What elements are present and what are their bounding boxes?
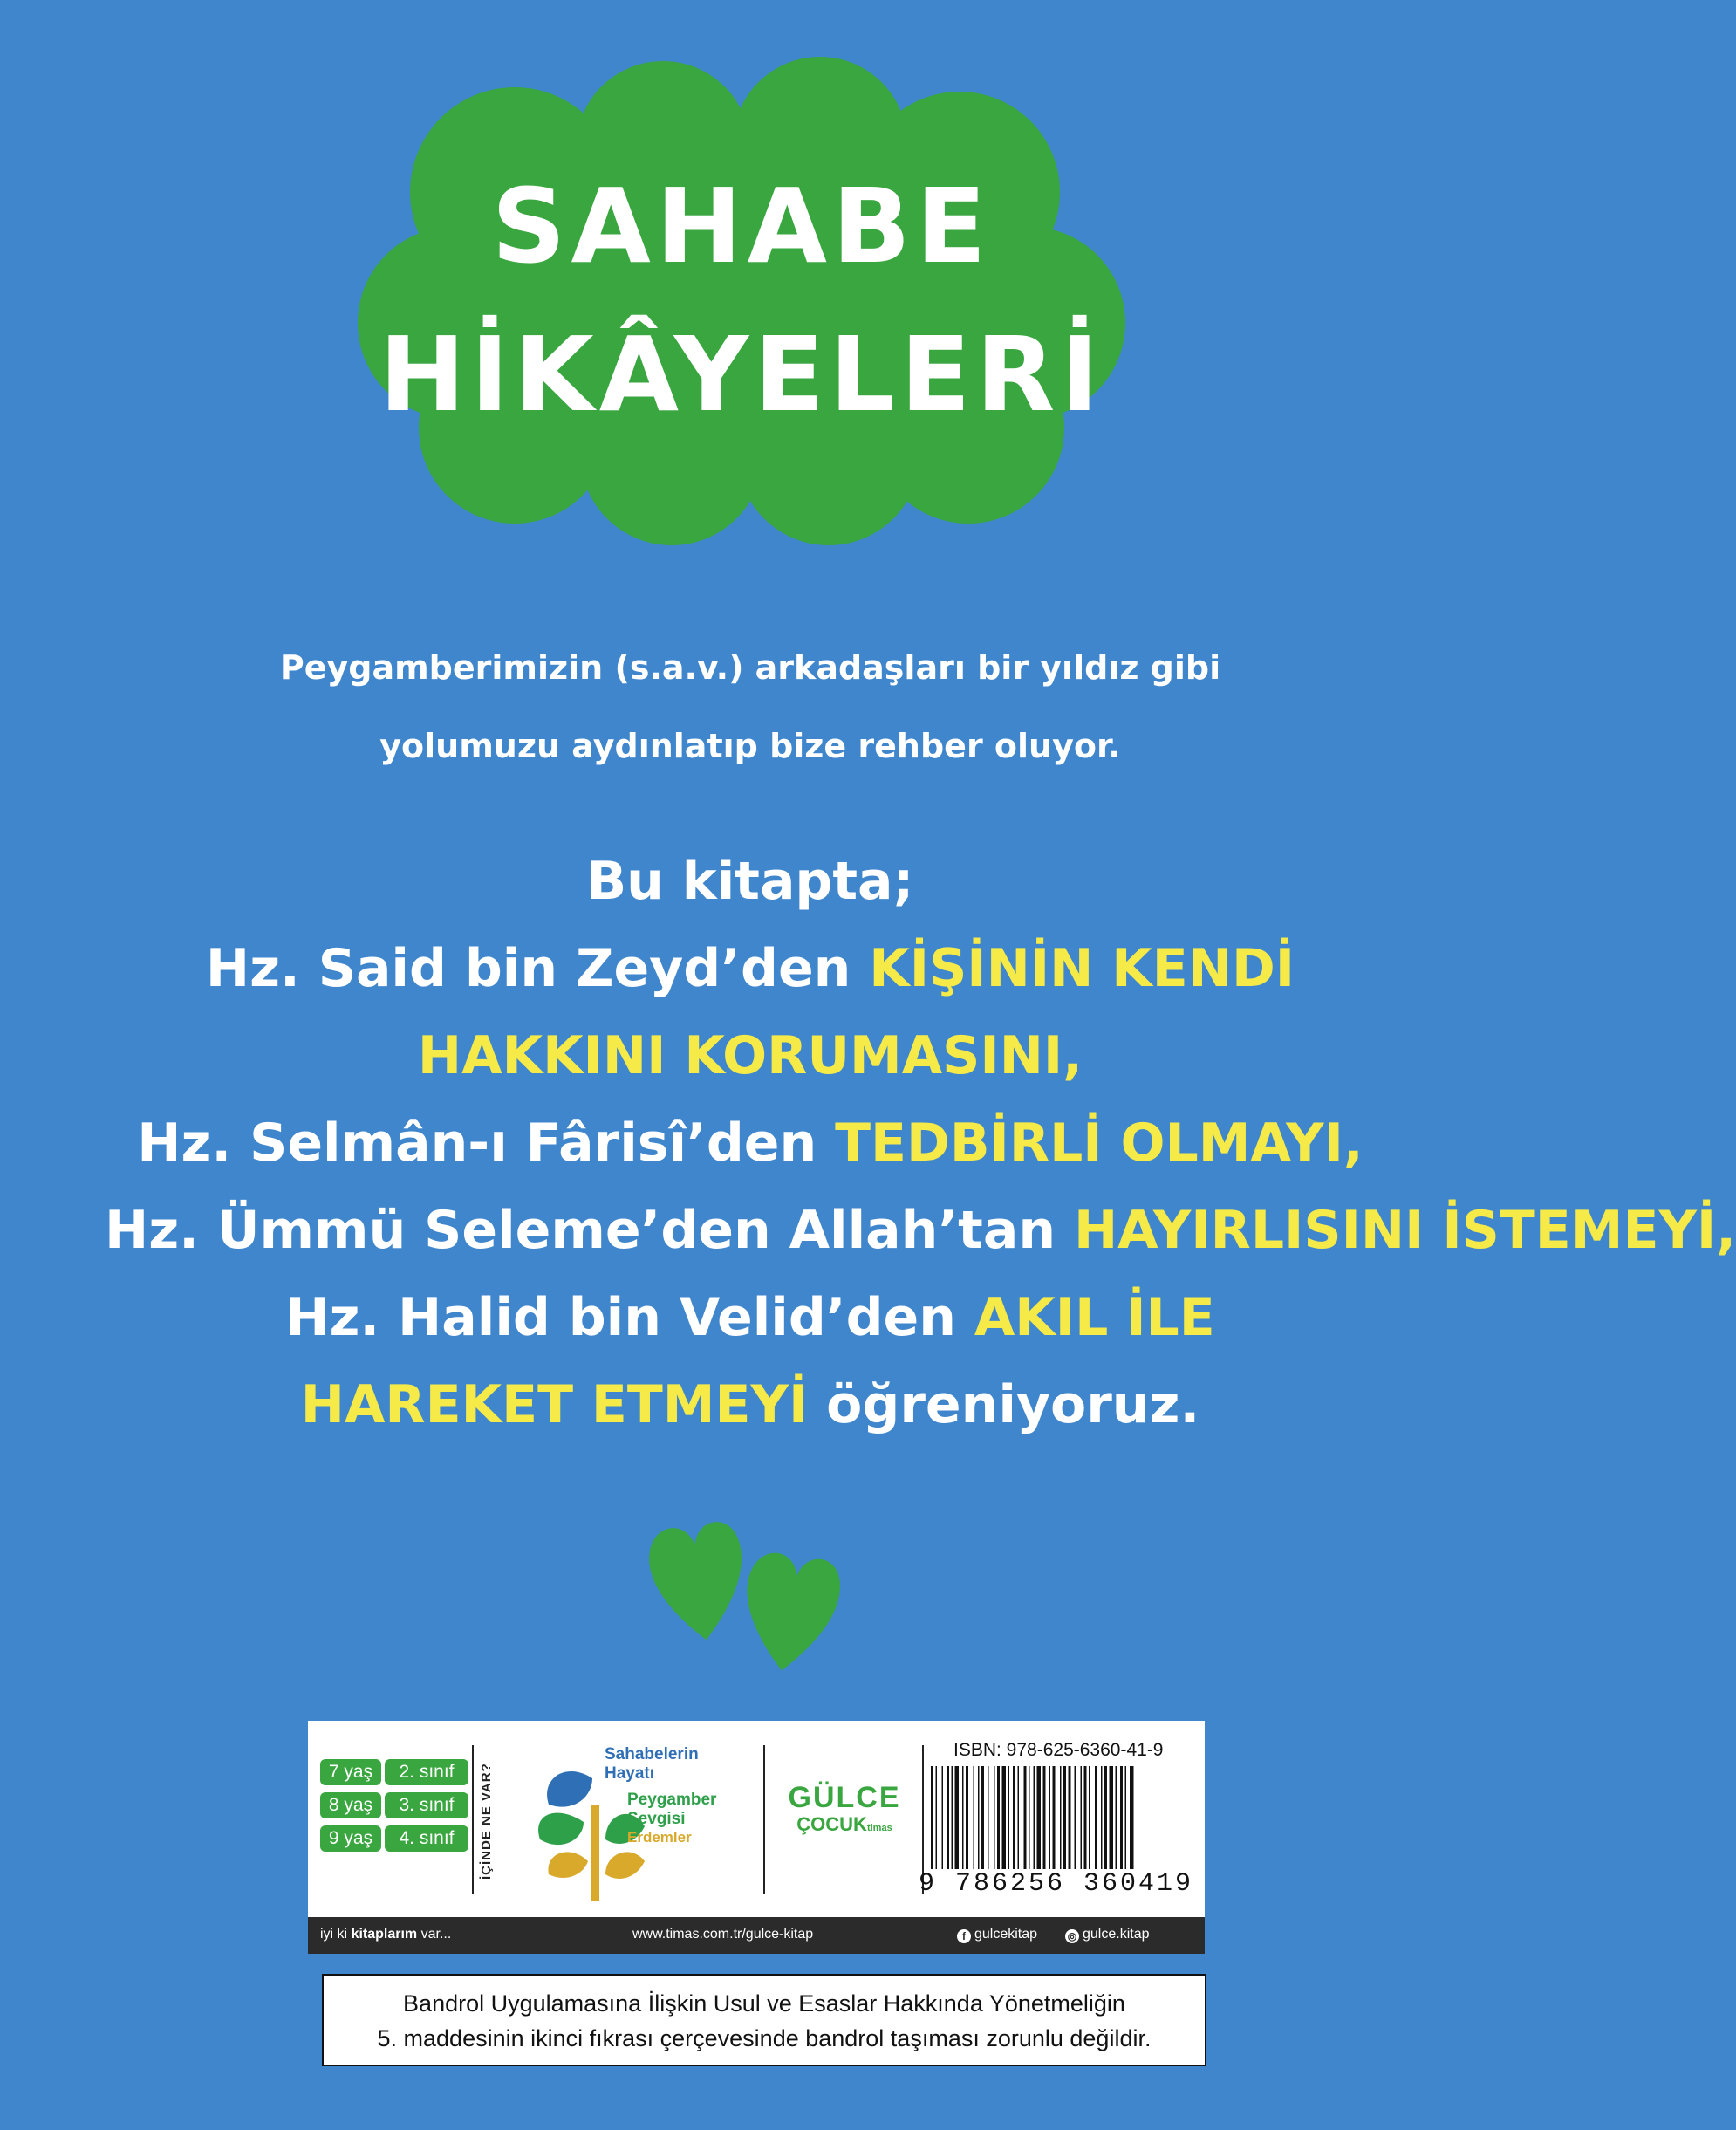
legal-line-2: 5. maddesinin ikinci fıkrası çerçevesinde bandrol taşıması zorunlu değildir. xyxy=(377,2025,1152,2051)
barcode-bar xyxy=(1034,1766,1035,1869)
contents-label: İÇİNDE NE VAR? xyxy=(479,1763,494,1880)
lesson-6-closing: öğreniyoruz. xyxy=(808,1374,1200,1435)
lesson-line-4 xyxy=(105,1187,1736,1274)
divider xyxy=(763,1745,765,1894)
age-row xyxy=(320,1759,470,1785)
facebook-handle-text: gulcekitap xyxy=(974,1927,1038,1942)
barcode-bar xyxy=(942,1766,944,1869)
barcode-bar xyxy=(931,1766,933,1869)
barcode-bar xyxy=(1095,1766,1097,1869)
website-link[interactable]: www.timas.com.tr/gulce-kitap xyxy=(632,1927,814,1942)
instagram-handle[interactable] xyxy=(1065,1927,1150,1943)
age-grade-grid xyxy=(320,1759,470,1859)
age-cell: 7 yaş xyxy=(320,1759,381,1785)
barcode-bar xyxy=(1125,1766,1127,1869)
lesson-2-highlight: HAKKINI KORUMASINI, xyxy=(417,1025,1083,1086)
barcode-bar xyxy=(1089,1766,1090,1869)
footer-tagline xyxy=(320,1927,451,1942)
barcode-bar xyxy=(1075,1766,1076,1869)
instagram-handle-text: gulce.kitap xyxy=(1083,1927,1150,1942)
barcode-bar xyxy=(1029,1766,1030,1869)
grade-cell: 4. sınıf xyxy=(385,1825,468,1852)
barcode-bar xyxy=(1002,1766,1007,1869)
lesson-4-source: Hz. Ümmü Seleme’den Allah’tan xyxy=(105,1200,1074,1261)
lesson-3-highlight: TEDBİRLİ OLMAYI, xyxy=(835,1113,1364,1174)
grade-cell: 3. sınıf xyxy=(385,1792,468,1818)
barcode-bar xyxy=(955,1766,960,1869)
barcode-bar xyxy=(1013,1766,1015,1869)
publisher-logo xyxy=(779,1782,910,1836)
publisher-subname: ÇOCUK xyxy=(796,1813,867,1835)
series-name-2: Peygamber Sevgisi xyxy=(627,1791,717,1828)
barcode-bar xyxy=(1053,1766,1056,1869)
publisher-name: GÜLCE xyxy=(788,1781,901,1814)
age-cell: 9 yaş xyxy=(320,1825,381,1852)
lessons-text xyxy=(105,838,1736,1449)
barcode-bar xyxy=(947,1766,949,1869)
age-row xyxy=(320,1792,470,1818)
barcode-bar xyxy=(1008,1766,1010,1869)
barcode-bar xyxy=(974,1766,975,1869)
lesson-4-highlight: HAYIRLISINI İSTEMEYİ, xyxy=(1073,1200,1736,1261)
barcode-bar xyxy=(1101,1766,1103,1869)
lesson-line-1 xyxy=(105,925,1396,1012)
legal-notice xyxy=(322,1974,1206,2066)
barcode-bar xyxy=(1110,1766,1114,1869)
title-cloud xyxy=(349,61,1134,550)
lesson-line-2 xyxy=(105,1012,1396,1099)
barcode-bar xyxy=(1018,1766,1020,1869)
lesson-5-source: Hz. Halid bin Velid’den xyxy=(285,1287,974,1348)
footer-tag-part-1: iyi ki xyxy=(320,1927,352,1942)
footer-strip xyxy=(308,1917,1205,1954)
lesson-3-source: Hz. Selmân-ı Fârisî’den xyxy=(137,1113,836,1174)
lesson-line-5 xyxy=(105,1274,1396,1361)
barcode-bar xyxy=(1063,1766,1066,1869)
isbn-text: ISBN: 978-625-6360-41-9 xyxy=(953,1740,1164,1760)
barcode-bar xyxy=(1069,1766,1071,1869)
barcode-bar xyxy=(1060,1766,1062,1869)
barcode-bar xyxy=(1049,1766,1051,1869)
divider xyxy=(472,1745,474,1894)
barcode-icon xyxy=(927,1766,1189,1871)
barcode-digits: 9 786256 360419 xyxy=(919,1869,1194,1899)
barcode-bar xyxy=(1130,1766,1134,1869)
lesson-line-3 xyxy=(105,1099,1396,1187)
barcode-bar xyxy=(1081,1766,1083,1869)
hearts-icon xyxy=(646,1492,855,1684)
barcode-bar xyxy=(997,1766,1000,1869)
series-name-3: Erdemler xyxy=(627,1829,692,1846)
age-cell: 8 yaş xyxy=(320,1792,381,1818)
barcode-bar xyxy=(1037,1766,1042,1869)
barcode-bar xyxy=(1043,1766,1046,1869)
barcode-bar xyxy=(962,1766,964,1869)
cloud-shape xyxy=(349,61,1134,550)
info-box xyxy=(308,1721,1205,1954)
instagram-icon: ◎ xyxy=(1065,1929,1079,1943)
barcode-bar xyxy=(1120,1766,1123,1869)
intro-text xyxy=(262,628,1239,785)
lesson-5-highlight: AKIL İLE xyxy=(974,1287,1215,1348)
grade-cell: 2. sınıf xyxy=(385,1759,468,1785)
intro-line-1: Peygamberimizin (s.a.v.) arkadaşları bir yıldız gibi xyxy=(279,648,1221,687)
title-line-1: SAHABE xyxy=(491,166,992,286)
lesson-6-highlight: HAREKET ETMEYİ xyxy=(300,1374,809,1435)
intro-line-2: yolumuzu aydınlatıp bize rehber oluyor. xyxy=(379,727,1121,765)
lesson-1-source: Hz. Said bin Zeyd’den xyxy=(205,938,870,999)
series-name-1: Sahabelerin Hayatı xyxy=(605,1745,699,1783)
title-line-2: HİKÂYELERİ xyxy=(379,314,1104,435)
barcode-bar xyxy=(981,1766,984,1869)
barcode-bar xyxy=(1104,1766,1107,1869)
publisher-group: timas xyxy=(866,1823,892,1833)
barcode-bar xyxy=(966,1766,968,1869)
barcode-bar xyxy=(1024,1766,1027,1869)
barcode-bar xyxy=(978,1766,980,1869)
age-row xyxy=(320,1825,470,1852)
legal-line-1: Bandrol Uygulamasına İlişkin Usul ve Esaslar Hakkında Yönetmeliğin xyxy=(403,1990,1125,2017)
barcode-bar xyxy=(952,1766,953,1869)
footer-tag-part-2: kitaplarım xyxy=(351,1927,418,1942)
lesson-line-6 xyxy=(105,1361,1396,1449)
barcode-bar xyxy=(936,1766,938,1869)
barcode-bar xyxy=(994,1766,995,1869)
footer-tag-part-3: var... xyxy=(417,1927,452,1942)
barcode-bar xyxy=(1084,1766,1087,1869)
facebook-icon: f xyxy=(957,1929,971,1943)
lesson-1-highlight: KİŞİNİN KENDİ xyxy=(869,938,1295,999)
barcode-bar xyxy=(1116,1766,1117,1869)
facebook-handle[interactable] xyxy=(957,1927,1037,1943)
lessons-heading: Bu kitapta; xyxy=(586,851,914,912)
barcode-bar xyxy=(988,1766,989,1869)
